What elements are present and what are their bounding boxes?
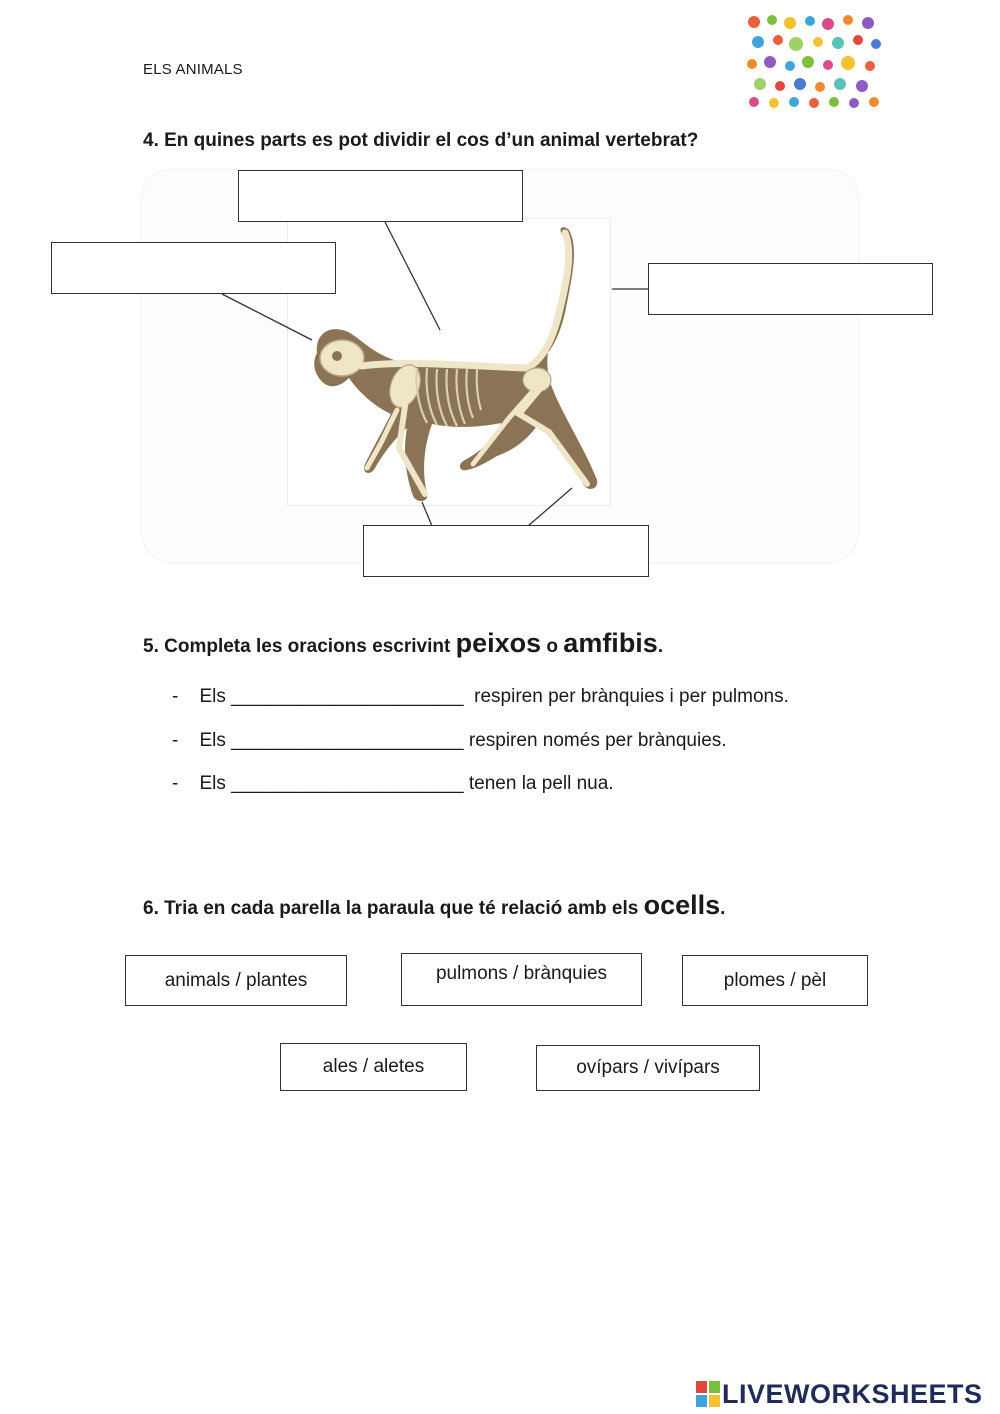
question-6-suffix: .: [720, 898, 726, 919]
question-5-suffix: .: [657, 636, 664, 657]
label-box-right[interactable]: [648, 263, 933, 315]
question-6-title: [143, 890, 725, 921]
question-5-prefix: 5. Completa les oracions escrivint: [143, 636, 456, 657]
question-5-word-peixos: peixos: [455, 628, 542, 658]
option-pulmons-branquies[interactable]: pulmons / brànquies: [401, 953, 642, 1006]
question-5-joiner: o: [541, 636, 564, 657]
worksheet-title: ELS ANIMALS: [143, 61, 243, 78]
question-6-word-ocells: ocells: [643, 890, 721, 920]
sentence-2[interactable]: - Els ______________________ respiren només per brànquies.: [172, 730, 727, 751]
sentence-3[interactable]: - Els ______________________ tenen la pell nua.: [172, 773, 614, 794]
label-box-bottom[interactable]: [363, 525, 649, 577]
question-4-title: 4. En quines parts es pot dividir el cos d’un animal vertebrat?: [143, 130, 699, 151]
question-5-title: [143, 628, 663, 659]
option-plomes-pel[interactable]: plomes / pèl: [682, 955, 868, 1006]
liveworksheets-mark-icon: [696, 1381, 720, 1407]
option-animals-plantes[interactable]: animals / plantes: [125, 955, 347, 1006]
option-ales-aletes[interactable]: ales / aletes: [280, 1043, 467, 1091]
liveworksheets-brand-text: LIVEWORKSHEETS: [722, 1378, 983, 1409]
sentence-1[interactable]: - Els ______________________ respiren per brànquies i per pulmons.: [172, 686, 789, 707]
label-box-top[interactable]: [238, 170, 523, 222]
option-ovipars-vivipars[interactable]: ovípars / vivípars: [536, 1045, 760, 1091]
question-6-prefix: 6. Tria en cada parella la paraula que té relació amb els: [143, 898, 644, 919]
liveworksheets-logo[interactable]: [696, 1374, 983, 1414]
label-box-left[interactable]: [51, 242, 336, 294]
question-5-word-amfibis: amfibis: [563, 628, 658, 658]
